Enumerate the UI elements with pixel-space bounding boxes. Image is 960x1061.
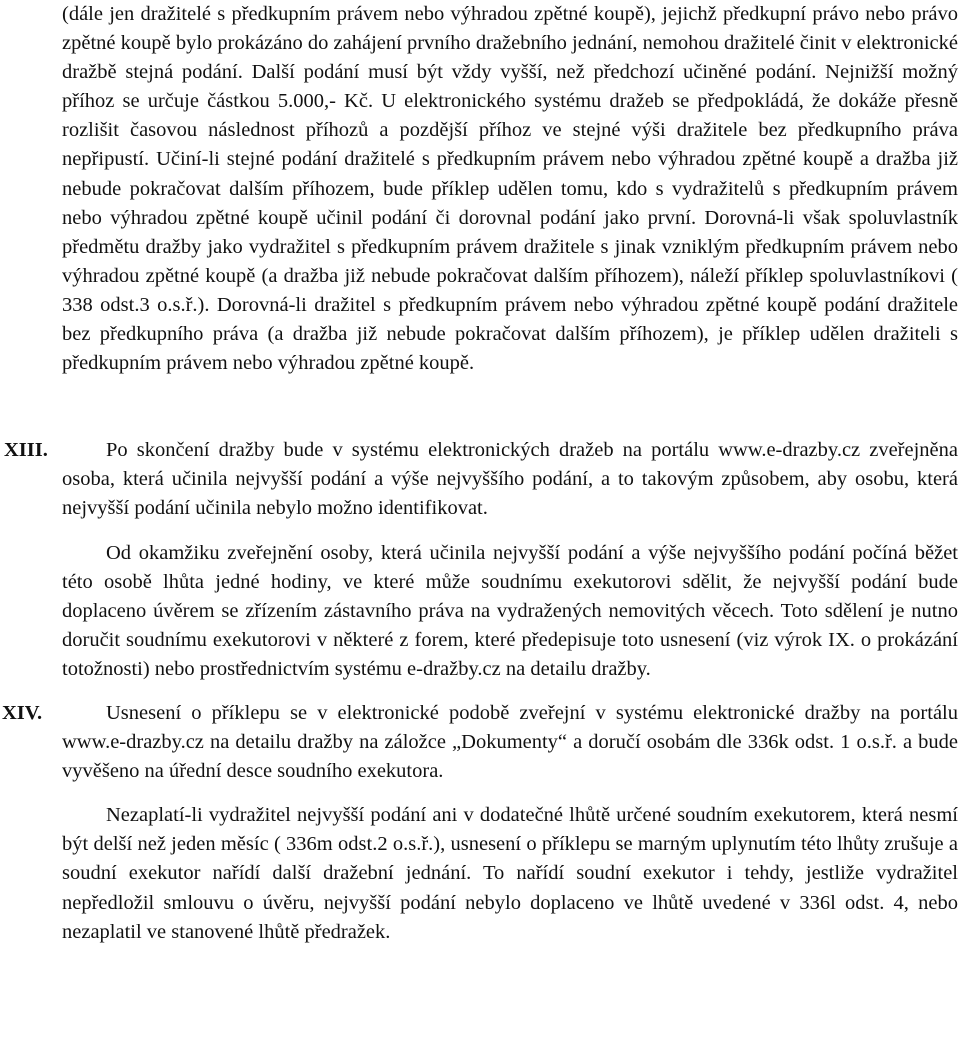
section-number: XIV. — [2, 701, 43, 724]
intro-paragraph: (dále jen dražitelé s předkupním právem nebo výhradou zpětné koupě), jejichž předkupní právo nebo právo zpětné koupě bylo prokázáno do zahájení prvního dražebního jednání, nemohou dražitelé činit v elektronické dražbě stejná podání. Další podání musí být vždy vyšší, než předchozí učiněné podání. Nejnižší možný příhoz se určuje částkou 5.000,- Kč. U elektronického systému dražeb se předpokládá, že dokáže přesně rozlišit časovou následnost příhozů a pozdější příhoz ve stejné výši dražitele bez předkupního práva nepřipustí. Učiní-li stejné podání dražitelé s předkupním právem nebo výhradou zpětné koupě a dražba již nebude pokračovat dalším příhozem, bude příklep udělen tomu, kdo s vydražitelů s předkupním právem nebo výhradou zpětné koupě učinil podání či dorovnal podání jako první. Dorovná-li však spoluvlastník předmětu dražby jako vydražitel s předkupním právem dražitele s jinak vzniklým předkupním právem nebo výhradou zpětné koupě (a dražba již nebude pokračovat dalším příhozem), náleží příklep spoluvlastníkovi ( 338 odst.3 o.s.ř.). Dorovná-li dražitel s předkupním právem nebo výhradou zpětné koupě podání dražitele bez předkupního práva (a dražba již nebude pokračovat dalším příhozem), je příklep udělen dražiteli s předkupním právem nebo výhradou zpětné koupě. — [62, 3, 958, 375]
section-paragraph: Nezaplatí-li vydražitel nejvyšší podání ani v dodatečné lhůtě určené soudním exekutorem, která nesmí být delší než jeden měsíc ( 336m odst.2 o.s.ř.), usnesení o příklepu se marným uplynutím této lhůty zrušuje a soudní exekutor nařídí další dražební jednání. To nařídí soudní exekutor i tehdy, jestliže vydražitel nepředložil smlouvu o úvěru, nejvyšší podání nebylo doplaceno ve lhůtě uvedené v 336l odst. 4, nebo nezaplatil ve stanovené lhůtě předražek. — [62, 804, 958, 943]
section-paragraph: Usnesení o příklepu se v elektronické podobě zveřejní v systému elektronické dražby na portálu www.e-drazby.cz na detailu dražby na záložce „Dokumenty“ a doručí osobám dle 336k odst. 1 o.s.ř. a bude vyvěšeno na úřední desce soudního exekutora. — [62, 701, 958, 783]
section-paragraph: Po skončení dražby bude v systému elektronických dražeb na portálu www.e-drazby.cz zveřejněna osoba, která učinila nejvyšší podání a výše nejvyššího podání, a to takovým způsobem, aby osobu, která nejvyšší podání učinila nebylo možno identifikovat. — [62, 439, 958, 520]
section-xiii — [4, 436, 958, 684]
document-page — [2, 0, 958, 947]
section-number: XIII. — [4, 439, 48, 462]
section-xiv — [2, 699, 958, 947]
section-paragraph: Od okamžiku zveřejnění osoby, která učinila nejvyšší podání a výše nejvyššího podání počíná běžet této osobě lhůta jedné hodiny, ve které může soudnímu exekutorovi sdělit, že nejvyšší podání bude doplaceno úvěrem se zřízením zástavního práva na vydražených nemovitých věcech. Toto sdělení je nutno doručit soudnímu exekutorovi v některé z forem, které předepisuje toto usnesení (viz výrok IX. o prokázání totožnosti) nebo prostřednictvím systému e-dražby.cz na detailu dražby. — [62, 541, 958, 680]
